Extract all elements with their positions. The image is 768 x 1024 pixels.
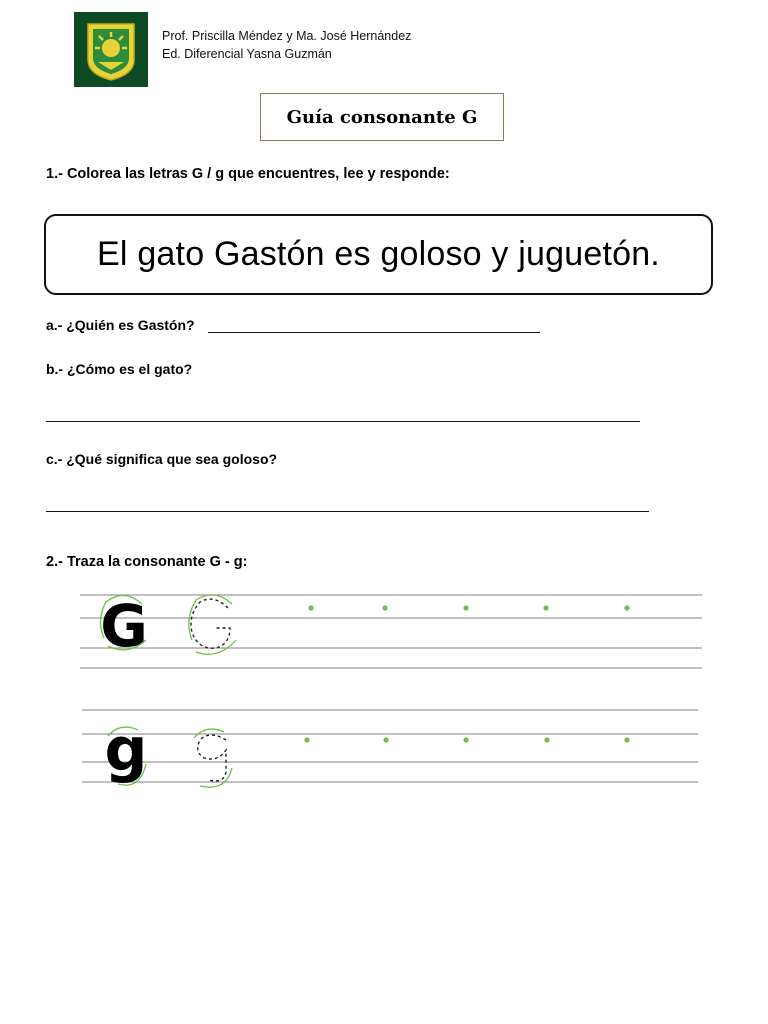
- section-2-instruction: 2.- Traza la consonante G - g:: [46, 554, 248, 570]
- start-dot[interactable]: [544, 737, 549, 742]
- upper-guide-lines: [80, 595, 702, 668]
- start-dot[interactable]: [382, 605, 387, 610]
- question-b: b.- ¿Cómo es el gato?: [46, 361, 193, 377]
- section-1-instruction: 1.- Colorea las letras G / g que encuentres, lee y responde:: [46, 166, 450, 182]
- start-dot[interactable]: [543, 605, 548, 610]
- lower-start-dots: [304, 737, 629, 742]
- start-dot[interactable]: [308, 605, 313, 610]
- upper-start-dots: [308, 605, 629, 610]
- start-dot[interactable]: [463, 605, 468, 610]
- start-dot[interactable]: [463, 737, 468, 742]
- stroke-arrow-icon: [196, 640, 236, 654]
- author-line-2: Ed. Diferencial Yasna Guzmán: [162, 47, 332, 61]
- stroke-arrow-icon: [200, 768, 232, 787]
- question-c: c.- ¿Qué significa que sea goloso?: [46, 451, 278, 467]
- start-dot[interactable]: [624, 737, 629, 742]
- lower-guide-lines: [82, 710, 698, 782]
- reading-sentence: El gato Gastón es goloso y juguetón.: [97, 235, 660, 273]
- trace-lowercase-g[interactable]: [198, 735, 226, 781]
- model-uppercase-g: G: [100, 592, 148, 660]
- question-a: a.- ¿Quién es Gastón?: [46, 317, 195, 333]
- start-dot[interactable]: [624, 605, 629, 610]
- author-line-1: Prof. Priscilla Méndez y Ma. José Hernández: [162, 29, 412, 43]
- trace-uppercase-g[interactable]: [191, 599, 230, 648]
- page-title: Guía consonante G: [286, 106, 478, 128]
- start-dot[interactable]: [383, 737, 388, 742]
- model-lowercase-g: g: [104, 715, 148, 785]
- start-dot[interactable]: [304, 737, 309, 742]
